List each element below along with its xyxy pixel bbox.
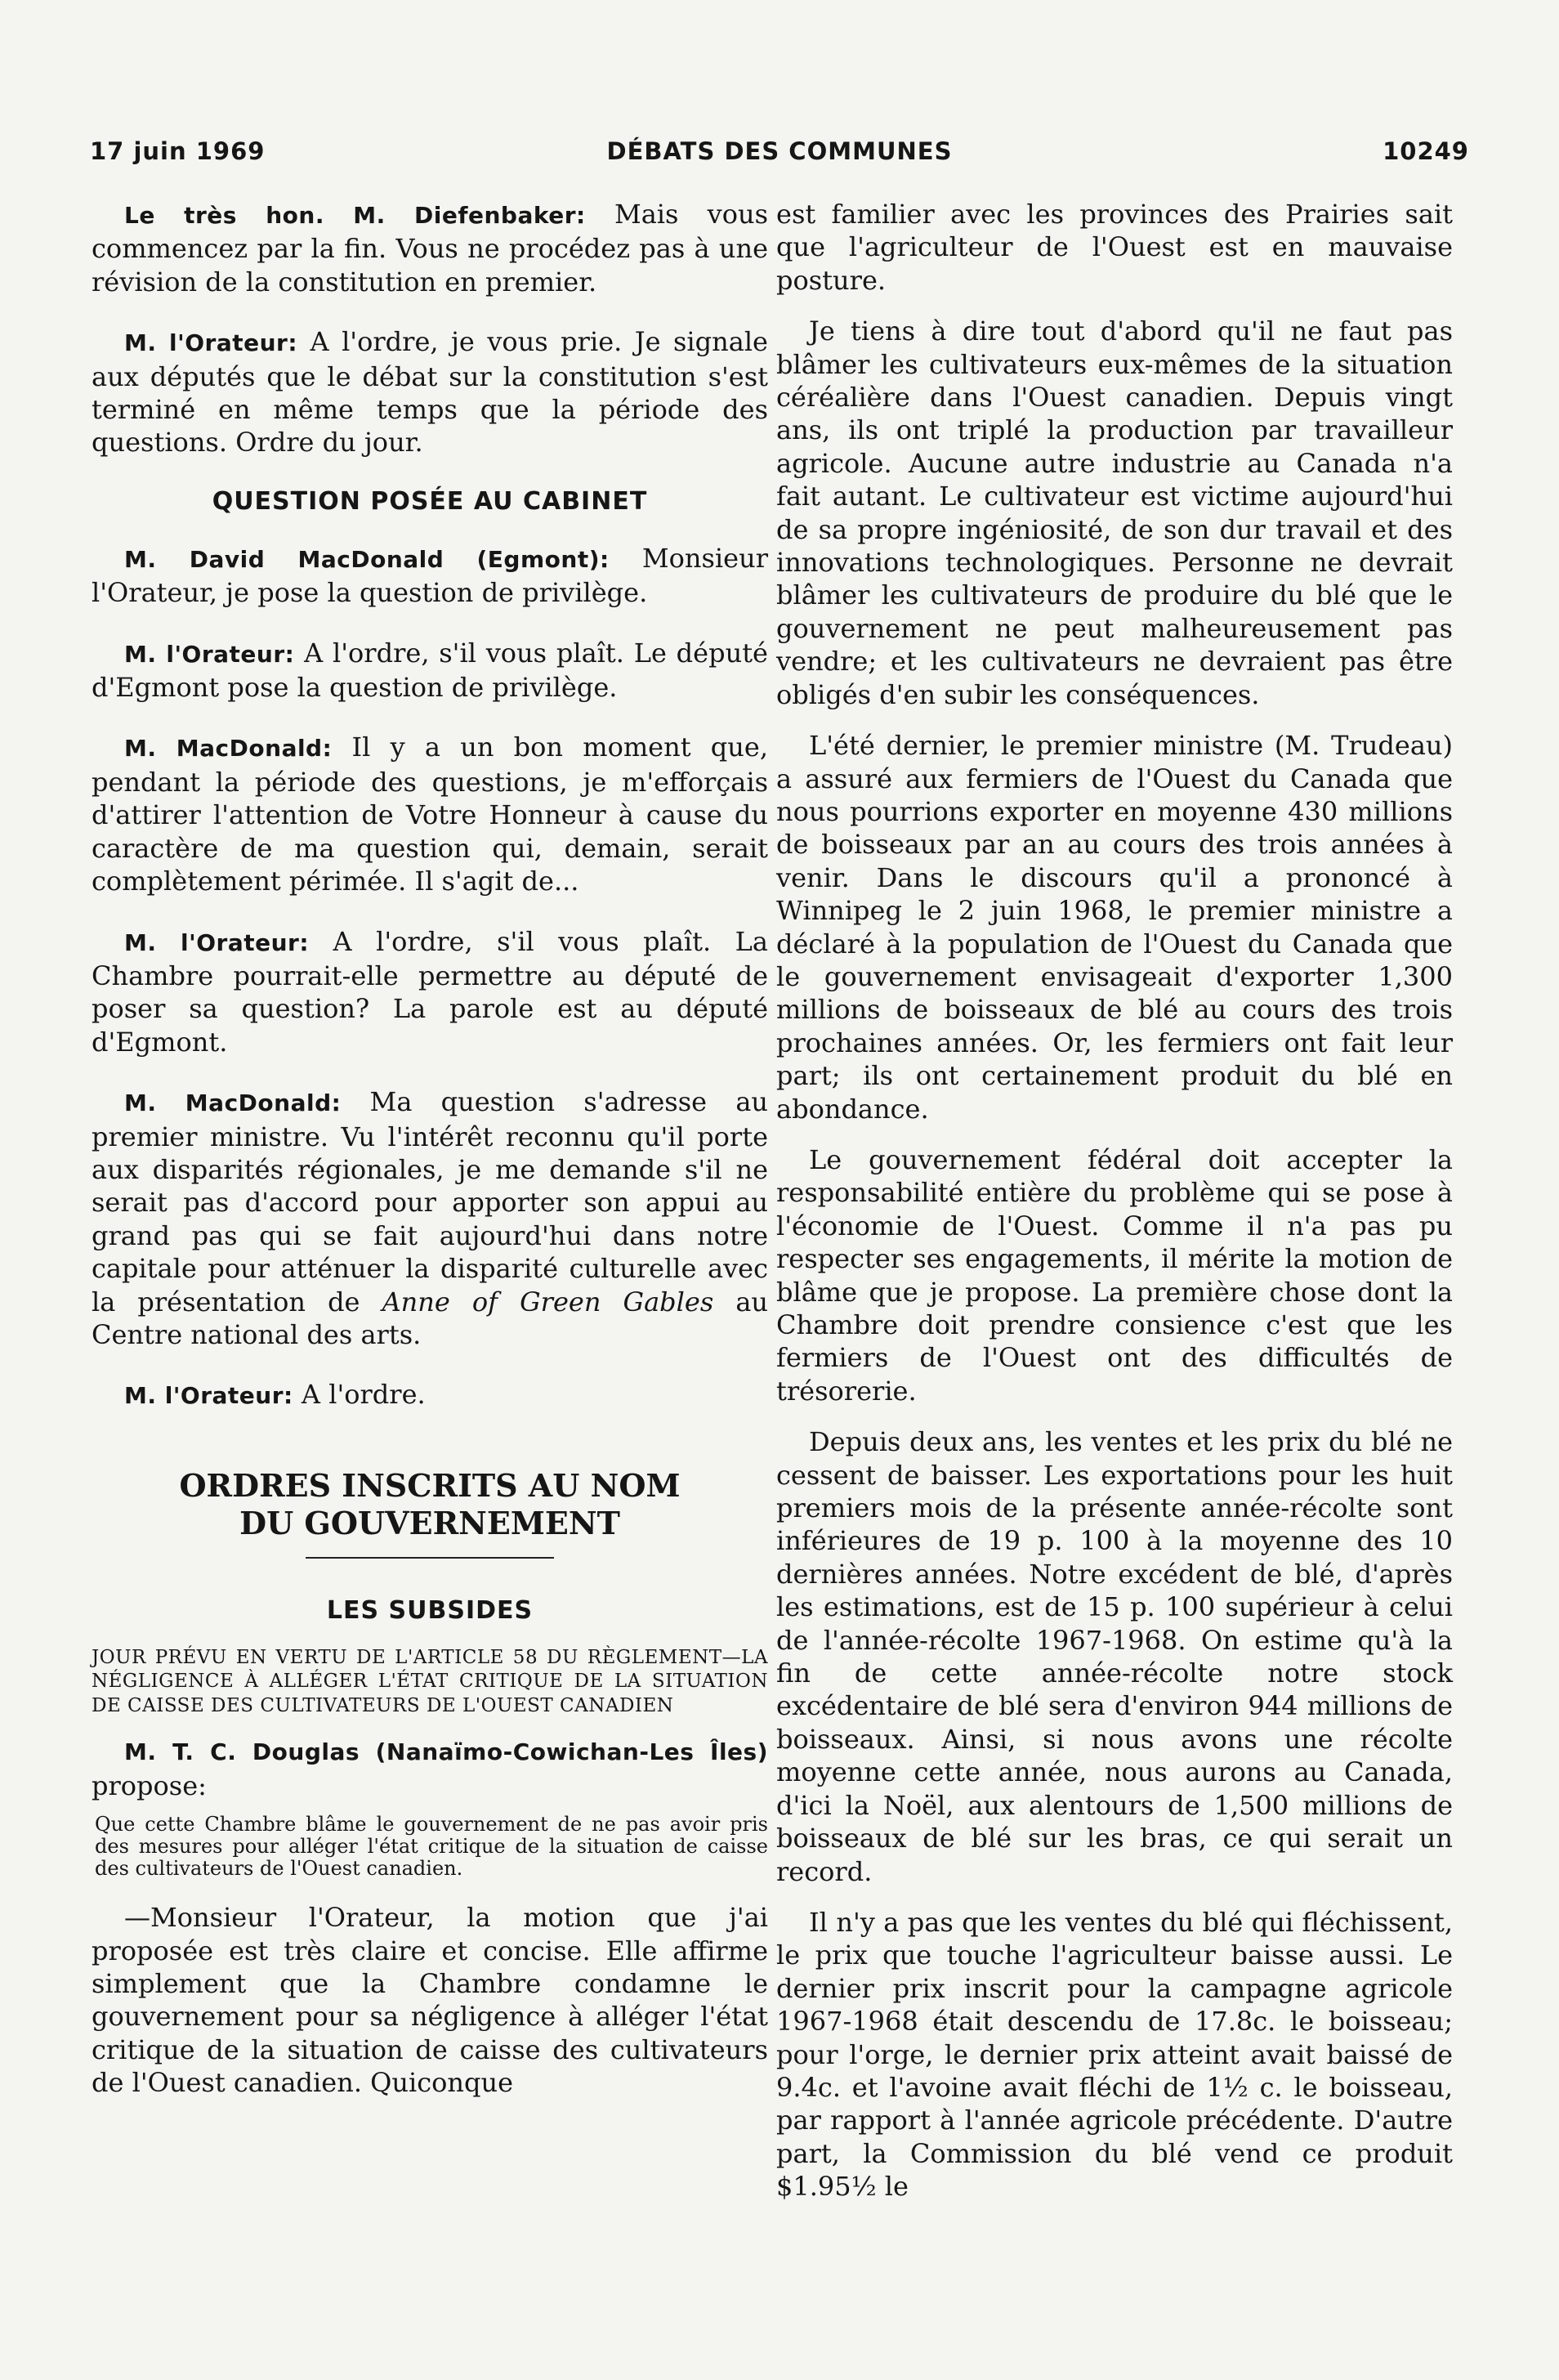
speaker-name: M. l'Orateur: xyxy=(124,928,310,956)
header-date: 17 juin 1969 xyxy=(90,137,266,165)
major-heading xyxy=(92,1467,768,1542)
section-heading: QUESTION POSÉE AU CABINET xyxy=(212,486,648,516)
speaker-name: Le très hon. M. Diefenbaker: xyxy=(124,202,586,229)
page-header xyxy=(90,137,1469,170)
paragraph xyxy=(92,637,768,705)
paragraph-text: Mais vous commencez par la fin. Vous ne procédez pas à une révision de la constitution en premier. xyxy=(92,199,769,298)
motion-text: Que cette Chambre blâme le gouvernement de ne pas avoir pris des mesures pour alléger l'état critique de la situation de caisse des cultivateurs de l'Ouest canadien. xyxy=(95,1813,768,1881)
paragraph-text: A l'ordre, je vous prie. Je signale aux députés que le débat sur la constitution s'est terminé en même temps que la période des questions. Ordre du jour. xyxy=(92,326,768,459)
speaker-name: M. MacDonald: xyxy=(124,735,333,763)
header-page-number: 10249 xyxy=(1383,137,1469,165)
paragraph-text: A l'ordre, s'il vous plaît. Le député d'Egmont pose la question de privilège. xyxy=(92,637,768,704)
paragraph xyxy=(92,198,768,298)
paragraph: Le gouvernement fédéral doit accepter la responsabilité entière du problème qui se pose à l'économie de l'Ouest. Comme il n'a pas pu respecter ses engagements, il mérite la motion de blâme que je propose. La première chose dont la Chambre doit prendre consience c'est que les fermiers de l'Ouest ont des difficultés de trésorerie. xyxy=(776,1143,1453,1407)
speaker-name: M. MacDonald: xyxy=(124,1089,342,1117)
paragraph: Je tiens à dire tout d'abord qu'il ne faut pas blâmer les cultivateurs eux-mêmes de la situation céréalière dans l'Ouest canadien. Depuis vingt ans, ils ont triplé la production par travailleur agricole. Aucune autre industrie au Canada n'a fait autant. Le cultivateur est victime aujourd'hui de sa propre ingéniosité, de son dur travail et des innovations technologiques. Personne ne devrait blâmer les cultivateurs de produire du blé que le gouvernement ne peut malheureusement pas vendre; et les cultivateurs ne devraient pas être obligés d'en subir les conséquences. xyxy=(776,315,1453,710)
paragraph xyxy=(92,542,768,610)
speaker-name: M. l'Orateur: xyxy=(124,1382,293,1410)
paragraph: Depuis deux ans, les ventes et les prix du blé ne cessent de baisser. Les exportations pour les huit premiers mois de la présente année-récolte sont inférieures de 19 p. 100 à la moyenne des 10 dernières années. Notre excédent de blé, d'après les estimations, est de 15 p. 100 supérieur à celui de l'année-récolte 1967-1968. On estime qu'à la fin de cette année-récolte notre stock excédentaire de blé sera d'environ 944 millions de boisseaux. Ainsi, si nous avons une récolte moyenne cette année, nous aurons au Canada, d'ici la Noël, aux alentours de 1,500 millions de boisseaux de blé sur les bras, ce qui serait un record. xyxy=(776,1426,1453,1887)
major-heading-line: ORDRES INSCRITS AU NOM xyxy=(179,1466,681,1504)
divider xyxy=(306,1557,554,1559)
subheading: LES SUBSIDES xyxy=(326,1595,534,1625)
paragraph xyxy=(92,731,768,897)
paragraph-text: Monsieur l'Orateur, je pose la question de privilège. xyxy=(92,542,768,609)
paragraph-text: Il y a un bon moment que, pendant la période des questions, je m'efforçais d'attirer l'attention de Votre Honneur à cause du caractère de ma question qui, demain, serait complètement périmée. Il s'agit de... xyxy=(92,731,768,897)
paragraph xyxy=(92,1378,768,1412)
major-heading-line: DU GOUVERNEMENT xyxy=(239,1504,620,1541)
paragraph xyxy=(92,1085,768,1351)
paragraph-text: au Centre national des arts. xyxy=(92,1286,768,1350)
paragraph xyxy=(92,325,768,459)
paragraph: L'été dernier, le premier ministre (M. Trudeau) a assuré aux fermiers de l'Ouest du Canada que nous pourrions exporter en moyenne 430 millions de boisseaux par an au cours des trois années à venir. Dans le discours qu'il a prononcé à Winnipeg le 2 juin 1968, le premier ministre a déclaré à la population de l'Ouest du Canada que le gouvernement envisageait d'exporter 1,300 millions de boisseaux de blé au cours des trois prochaines années. Or, les fermiers ont fait leur part; ils ont certainement produit du blé en abondance. xyxy=(776,730,1453,1125)
italic-title: Anne of Green Gables xyxy=(382,1286,714,1318)
right-column xyxy=(776,198,1453,2221)
paragraph-text: Ma question s'adresse au premier ministre. Vu l'intérêt reconnu qu'il porte aux disparités régionales, je me demande s'il ne serait pas d'accord pour apporter son appui au grand pas qui se fait aujourd'hui dans notre capitale pour atténuer la disparité culturelle avec la présentation de xyxy=(92,1086,768,1318)
paragraph-text: A l'ordre, s'il vous plaît. La Chambre pourrait-elle permettre au député de poser sa question? La parole est au député d'Egmont. xyxy=(92,925,769,1058)
paragraph xyxy=(92,925,768,1059)
left-column xyxy=(92,198,768,2127)
paragraph-text: A l'ordre. xyxy=(293,1379,426,1411)
header-title: DÉBATS DES COMMUNES xyxy=(606,137,953,165)
paragraph: est familier avec les provinces des Prairies sait que l'agriculteur de l'Ouest est en mauvaise posture. xyxy=(776,199,1453,296)
paragraph: —Monsieur l'Orateur, la motion que j'ai proposée est très claire et concise. Elle affirme simplement que la Chambre condamne le gouvernement pour sa négligence à alléger l'état critique de la situation de caisse des cultivateurs de l'Ouest canadien. Quiconque xyxy=(92,1902,768,2099)
order-of-day-text: JOUR PRÉVU EN VERTU DE L'ARTICLE 58 DU RÈGLEMENT—LA NÉGLIGENCE À ALLÉGER L'ÉTAT CRITIQUE DE LA SITUATION DE CAISSE DES CULTIVATEURS DE L'OUEST CANADIEN xyxy=(92,1646,768,1716)
speaker-name: M. T. C. Douglas (Nanaïmo-Cowichan-Les Îles) xyxy=(124,1738,768,1766)
speaker-name: M. David MacDonald (Egmont): xyxy=(124,545,610,573)
speaker-name: M. l'Orateur: xyxy=(124,329,298,357)
paragraph-text: propose: xyxy=(92,1769,207,1801)
paragraph: Il n'y a pas que les ventes du blé qui fléchissent, le prix que touche l'agriculteur baisse aussi. Le dernier prix inscrit pour la campagne agricole 1967-1968 était descendu de 17.8c. le boisseau; pour l'orge, le dernier prix atteint avait baissé de 9.4c. et l'avoine avait fléchi de 1½ c. le boisseau, par rapport à l'année agricole précédente. D'autre part, la Commission du blé vend ce produit $1.95½ le xyxy=(776,1906,1453,2203)
speaker-name: M. l'Orateur: xyxy=(124,640,295,668)
paragraph xyxy=(92,1734,768,1802)
